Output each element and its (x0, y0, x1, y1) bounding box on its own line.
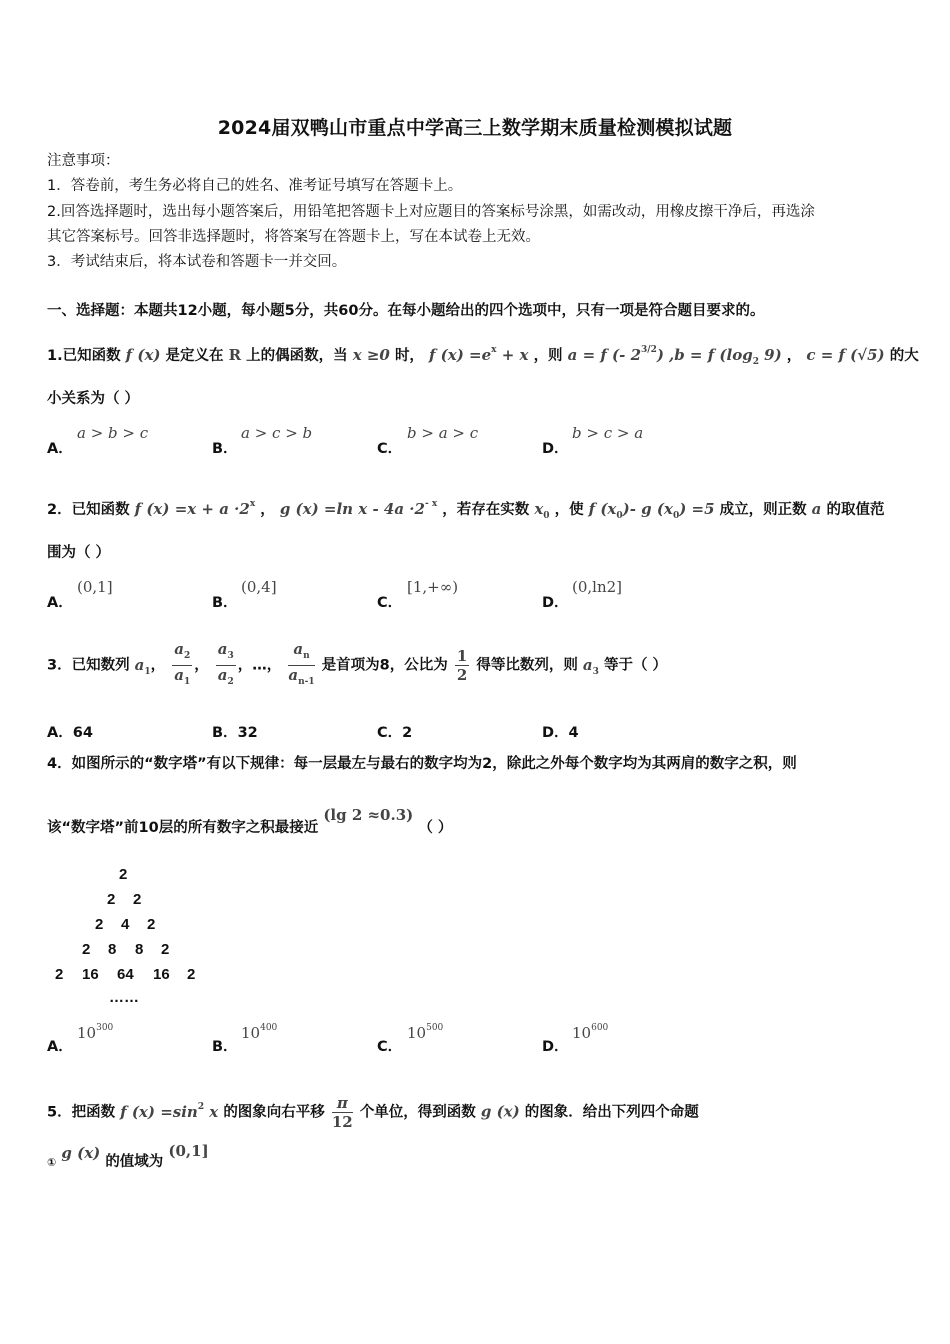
q2-option-b: (0,4] (241, 578, 277, 596)
tower-r4-c3: 8 (135, 941, 144, 958)
q1-option-c: b > a > c (407, 424, 479, 442)
q3-text-4: 等于（ ） (603, 657, 668, 674)
q5-math-fx: f $(x) =\sin^2$ x (120, 1101, 219, 1121)
tower-r4-c1: 2 (82, 941, 91, 958)
q1-text-7: 的大 (889, 348, 919, 364)
tower-r5-c5: 2 (187, 966, 196, 983)
q1-math-a: a = f (- $2^{3/2}$) (567, 345, 664, 364)
q2-option-a: (0,1] (77, 578, 113, 596)
q3-option-a (47, 721, 93, 742)
q3-option-c-label: C． (377, 725, 403, 741)
question-2-line-1 (47, 493, 884, 527)
q4-option-d-label: D． (542, 1039, 569, 1055)
q4-option-b (241, 1023, 277, 1042)
q1-math-cond: x ≥0 (352, 346, 390, 364)
notice-item-2b: 其它答案标号。回答非选择题时，将答案写在答题卡上，写在本试卷上无效。 (47, 229, 540, 245)
q3-option-b-value: 32 (237, 725, 258, 741)
tower-r2-c2: 2 (133, 891, 142, 908)
tower-r5-c1: 2 (55, 966, 64, 983)
q2-option-c: [1,+∞) (407, 578, 459, 596)
q4-option-c-label: C． (377, 1039, 403, 1055)
q1-option-d-label: D． (542, 441, 569, 457)
notice-item-2a: 2.回答选择题时，选出每小题答案后，用铅笔把答题卡上对应题目的答案标号涂黑，如需改动，用橡皮擦干净后，再选涂 (47, 204, 815, 220)
q4-option-d-base: 10 (572, 1024, 592, 1042)
q1-option-d: b > c > a (572, 424, 644, 442)
q2-text-5: 成立，则正数 (719, 502, 807, 518)
q3-option-d-label: D． (542, 725, 569, 741)
question-5-sub-1 (47, 1142, 209, 1174)
q3-frac-a3-a2: $\frac{a_3}{a_2}$ (217, 640, 234, 687)
q1-text-4: 时， (394, 348, 424, 364)
q2-math-eq: f $(x_0)-$ g $(x_0) =5$ (588, 500, 715, 521)
q4-option-b-base: 10 (241, 1024, 261, 1042)
q5-text-4: 的图象．给出下列四个命题 (524, 1104, 699, 1121)
q1-text-5: ，则 (533, 348, 563, 364)
q4-option-c-base: 10 (407, 1024, 427, 1042)
q1-text-1: 1.已知函数 (47, 348, 121, 364)
q5-sub1-text: 的值域为 (105, 1154, 164, 1170)
tower-r1-c1: 2 (119, 866, 128, 883)
tower-r3-c1: 2 (95, 916, 104, 933)
q1-math-fx: f (x) (125, 346, 161, 364)
q3-math-a1: $a_1$ (134, 655, 151, 677)
tower-r4-c2: 8 (108, 941, 117, 958)
tower-r5-c2: 16 (82, 966, 99, 983)
tower-r2-c1: 2 (107, 891, 116, 908)
question-3-line-1: 3．已知数列 $a_1$， $\frac{a_2}{a_1}$ ， $\frac{a_3}{a_2}$ ，…， $\frac{a_n}{a_{n-1}}$ 是首项为8，公比为 $\frac{1}{2}$ 得等比数列，则 $a_3$ 等于（ ） (47, 640, 667, 691)
q4-option-a (77, 1023, 113, 1042)
section-heading: 一、选择题：本题共12小题，每小题5分，共60分。在每小题给出的四个选项中，只有一项是符合题目要求的。 (47, 303, 765, 319)
tower-dots: …… (109, 989, 139, 1006)
q2-option-d: (0,ln2] (572, 578, 623, 596)
question-4-line-1: 4．如图所示的“数字塔”有以下规律：每一层最左与最右的数字均为2，除此之外每个数字均为其两肩的数字之积，则 (47, 756, 797, 772)
q2-option-c-label: C． (377, 595, 403, 611)
q3-option-c-value: 2 (402, 725, 413, 741)
q3-frac-half: $\frac{1}{2}$ (456, 647, 468, 684)
q4-option-d-exp: 600 (591, 1023, 609, 1033)
q1-text-3: 上的偶函数，当 (246, 348, 348, 364)
q3-option-b (212, 721, 258, 742)
q2-text-1: 2．已知函数 (47, 502, 130, 518)
q4-option-a-exp: 300 (96, 1023, 114, 1033)
q4-option-a-base: 10 (77, 1024, 97, 1042)
question-1-line-2: 小关系为（ ） (47, 391, 140, 407)
q4-option-c-exp: 500 (426, 1023, 444, 1033)
q2-math-fx: f $(x) =x + a \cdot 2^x$ (134, 499, 256, 518)
q1-text-2: 是定义在 (165, 348, 224, 364)
q4-option-d (572, 1023, 608, 1042)
q5-text-2: 的图象向右平移 (223, 1104, 325, 1121)
q3-option-c (377, 721, 412, 742)
q4-option-a-label: A． (47, 1039, 73, 1055)
q2-math-a: a (811, 500, 822, 518)
q2-text-6: 的取值范 (826, 502, 885, 518)
q3-text-1: 3．已知数列 (47, 657, 130, 674)
q2-text-3: ，若存在实数 (442, 502, 530, 518)
q2-math-x0: $x_0$ (534, 500, 550, 521)
q3-option-d-value: 4 (568, 725, 579, 741)
q3-math-a3: $a_3$ (582, 655, 599, 677)
q3-option-b-label: B． (212, 725, 238, 741)
q5-frac-pi-12: $\frac{\pi}{12}$ (331, 1094, 353, 1131)
q5-sub1-mark: ① (47, 1156, 57, 1169)
q5-text-3: 个单位，得到函数 (359, 1104, 476, 1121)
q3-text-3: 得等比数列，则 (476, 657, 578, 674)
q1-option-a: a > b > c (77, 424, 149, 442)
notice-item-3: 3．考试结束后，将本试卷和答题卡一并交回。 (47, 254, 347, 270)
q3-option-a-label: A． (47, 725, 73, 741)
tower-r3-c2: 4 (121, 916, 130, 933)
q2-option-b-label: B． (212, 595, 238, 611)
notice-heading: 注意事项： (47, 153, 120, 169)
q1-text-6: ， (786, 348, 802, 364)
question-4-line-2 (47, 806, 453, 839)
q3-option-a-value: 64 (72, 725, 93, 741)
q1-math-c: c = f (√5) (806, 346, 885, 364)
q5-text-1: 5．把函数 (47, 1104, 116, 1121)
q3-frac-an: $\frac{a_n}{a_{n-1}}$ (288, 640, 315, 687)
q2-math-gx: g (x) =ln $x - 4a \cdot 2^{- x}$ (279, 499, 438, 518)
q4-option-c (407, 1023, 443, 1042)
q1-math-def: f $(x) =e^x + x$ (429, 345, 529, 364)
page-title: 2024届双鸭山市重点中学高三上数学期末质量检测模拟试题 (217, 117, 733, 139)
tower-r5-c4: 16 (153, 966, 170, 983)
tower-r5-c3: 64 (117, 966, 134, 983)
question-5-line-1 (47, 1094, 699, 1131)
q5-sub1-range: (0,1] (168, 1142, 209, 1160)
question-1-line-1 (47, 339, 919, 373)
q4-hint: (lg 2 ≈0.3) (323, 806, 414, 824)
q3-frac-a2-a1: $\frac{a_2}{a_1}$ (174, 640, 191, 687)
q4-text-2: （ ） (418, 820, 453, 836)
q4-option-b-exp: 400 (260, 1023, 278, 1033)
notice-item-1: 1．答卷前，考生务必将自己的姓名、准考证号填写在答题卡上。 (47, 178, 463, 194)
q4-text-1: 该“数字塔”前10层的所有数字之积最接近 (47, 820, 319, 836)
q2-option-d-label: D． (542, 595, 569, 611)
q2-option-a-label: A． (47, 595, 73, 611)
q1-option-b-label: B． (212, 441, 238, 457)
q1-math-R: R (228, 346, 242, 364)
question-2-line-2: 围为（ ） (47, 545, 111, 561)
q3-text-2: 是首项为8，公比为 (321, 657, 448, 674)
q5-math-gx: g (x) (480, 1102, 520, 1121)
tower-r4-c4: 2 (161, 941, 170, 958)
q1-math-b: ,b = f ($\log_2$ 9) (669, 346, 782, 367)
q3-option-d (542, 721, 579, 742)
q1-option-c-label: C． (377, 441, 403, 457)
tower-r3-c3: 2 (147, 916, 156, 933)
q1-option-b: a > c > b (241, 424, 313, 442)
q1-option-a-label: A． (47, 441, 73, 457)
q2-text-4: ，使 (554, 502, 584, 518)
q2-text-2: ， (260, 502, 275, 518)
q4-option-b-label: B． (212, 1039, 238, 1055)
q5-sub1-gx: g (x) (61, 1144, 101, 1162)
